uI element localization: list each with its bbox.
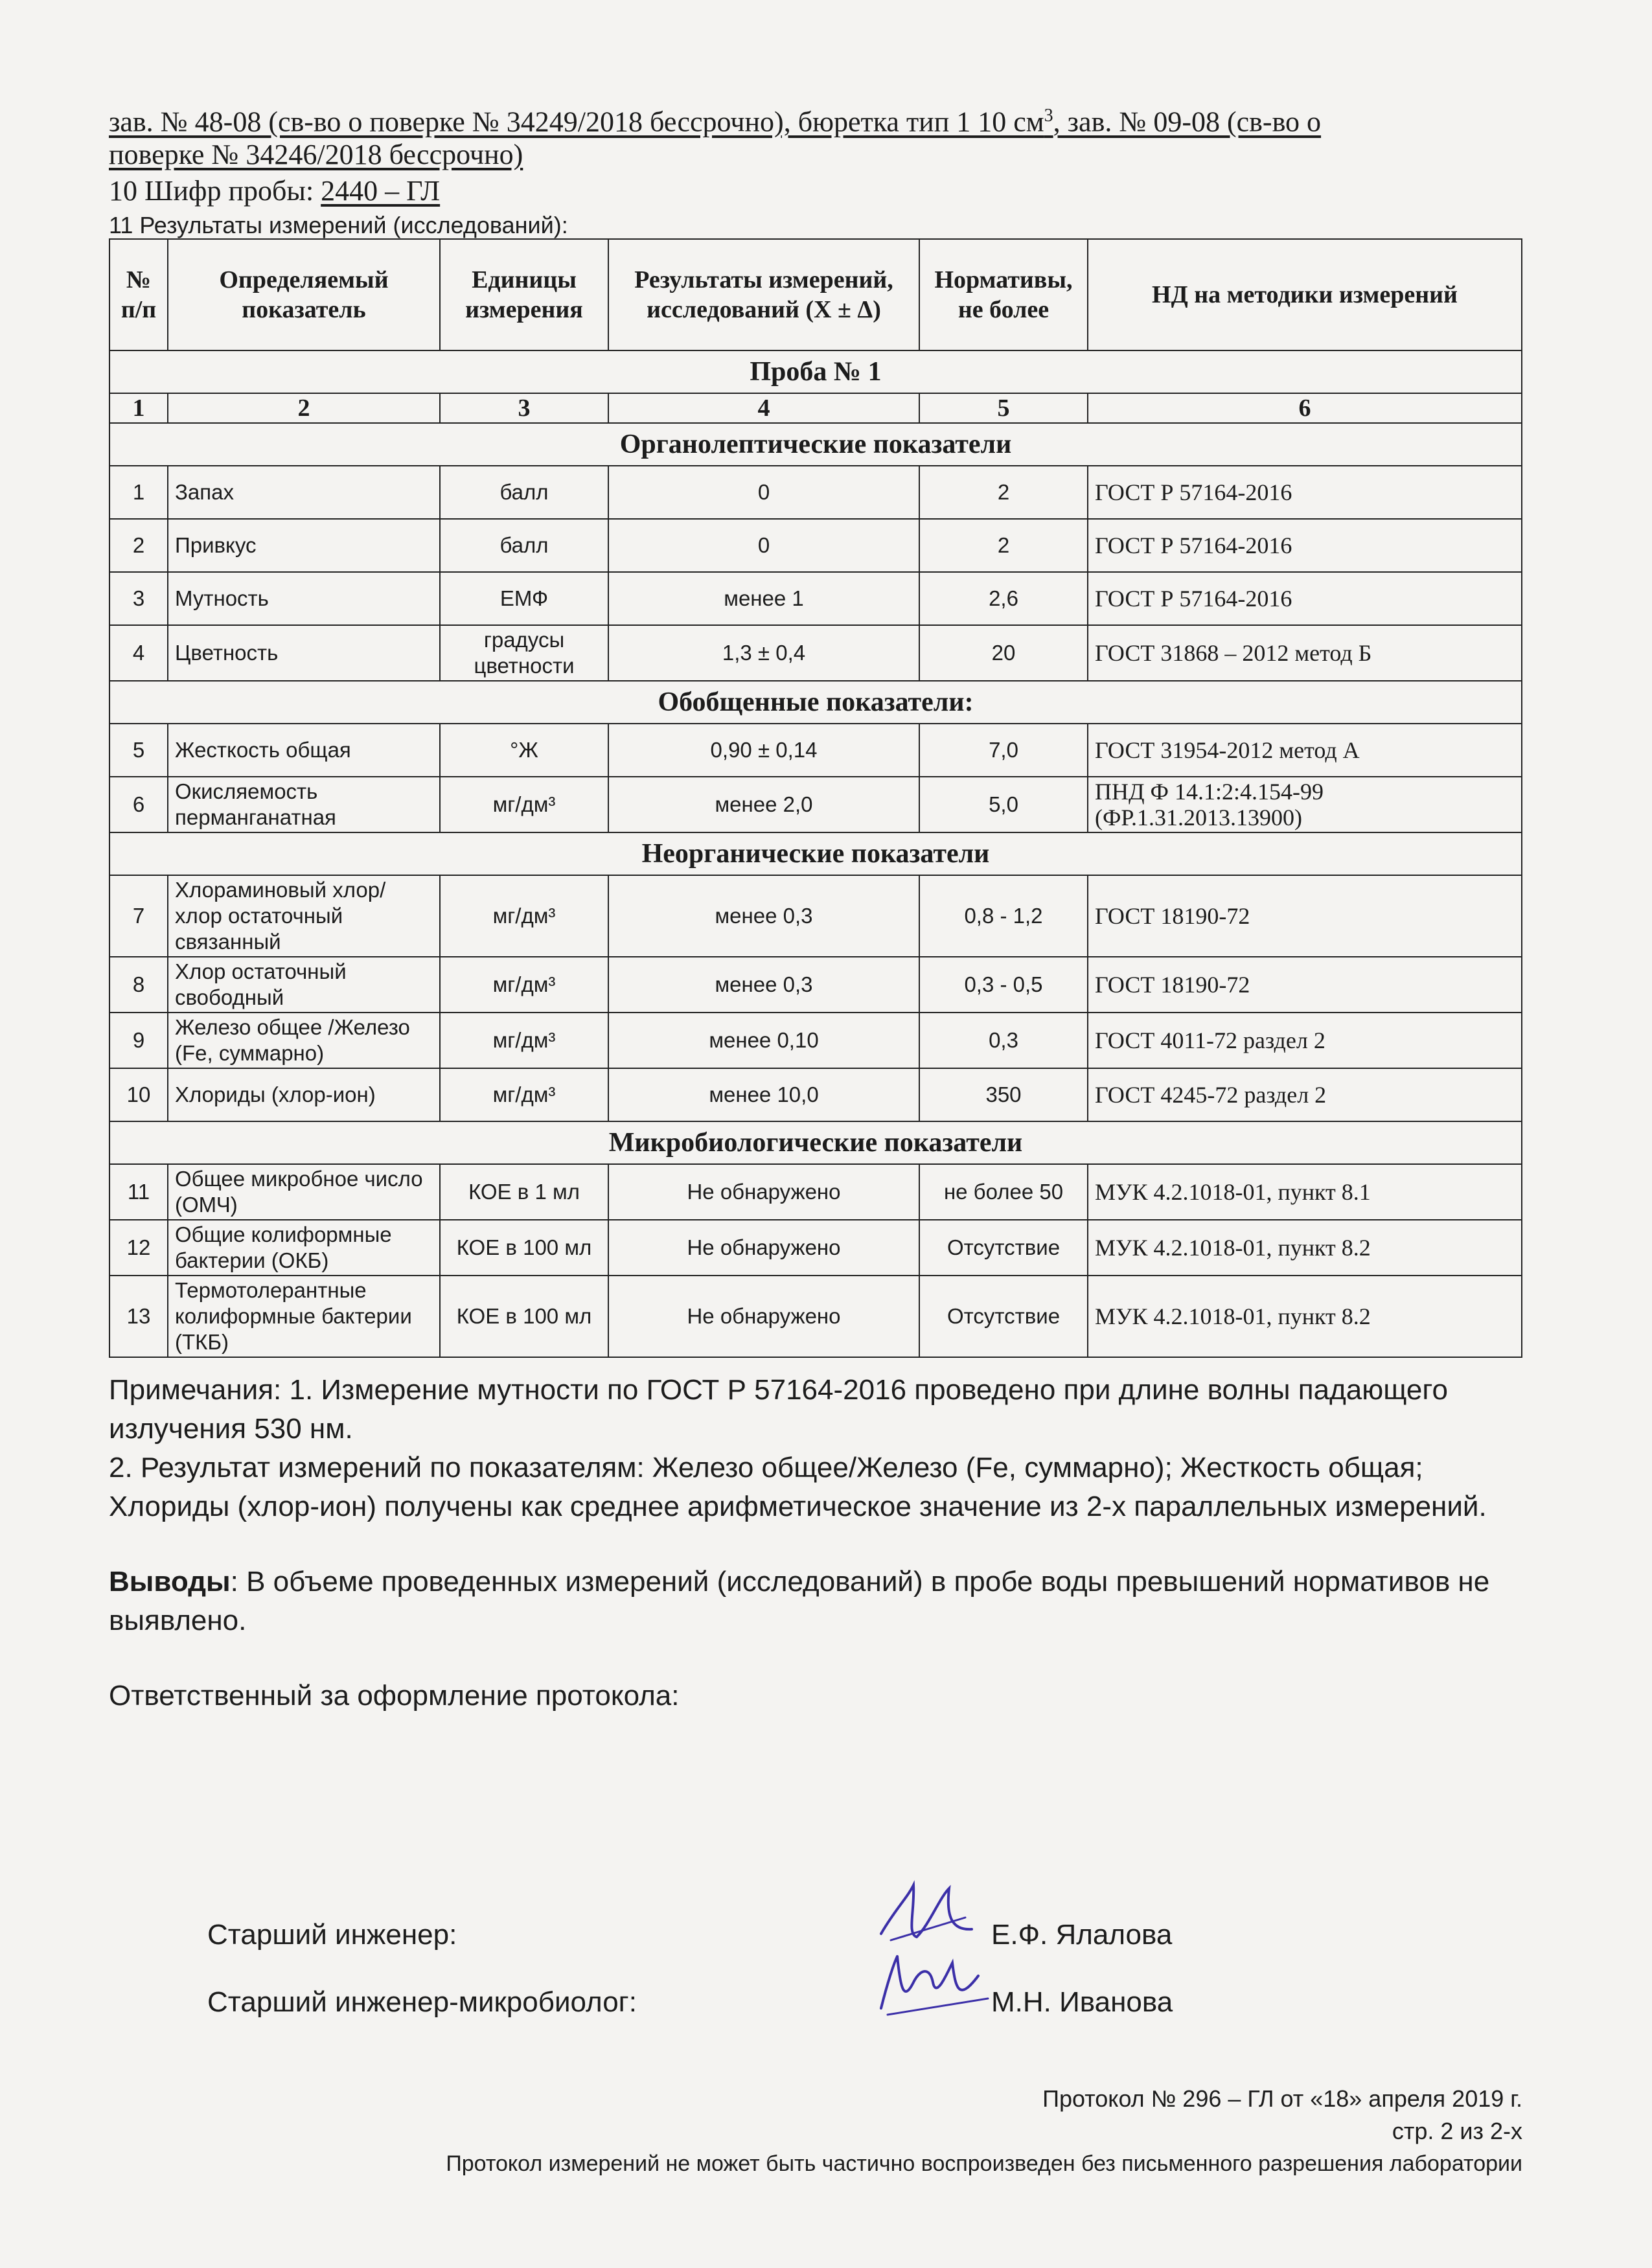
cell-unit: КОЕ в 100 мл — [440, 1276, 608, 1357]
cell-method: ГОСТ 4011-72 раздел 2 — [1088, 1013, 1522, 1068]
note-1: Примечания: 1. Измерение мутности по ГОСТ Р 57164-2016 проведено при длине волны падающего излучения 530 нм. — [109, 1374, 1448, 1445]
cell-indicator: Хлораминовый хлор/хлор остаточный связанный — [168, 875, 440, 957]
table-row — [109, 625, 1522, 681]
table-row — [109, 466, 1522, 519]
cell-unit: °Ж — [440, 724, 608, 777]
table-row — [109, 724, 1522, 777]
cell-num: 7 — [109, 875, 168, 957]
cell-norm: 2,6 — [919, 572, 1088, 625]
cell-num: 2 — [109, 519, 168, 572]
cell-indicator: Мутность — [168, 572, 440, 625]
header-line-1 — [109, 97, 1321, 141]
header-cell-norm: Нормативы, не более — [919, 239, 1088, 350]
cell-norm: 0,3 — [919, 1013, 1088, 1068]
cell-num: 5 — [109, 724, 168, 777]
sample-row — [109, 350, 1522, 393]
cell-norm: 2 — [919, 519, 1088, 572]
cell-indicator: Железо общее /Железо (Fe, суммарно) — [168, 1013, 440, 1068]
column-number: 3 — [440, 393, 608, 423]
table-row — [109, 572, 1522, 625]
header-line-2: поверке № 34246/2018 бессрочно) — [109, 139, 523, 170]
cell-norm: 0,8 - 1,2 — [919, 875, 1088, 957]
section-title: Микробиологические показатели — [109, 1121, 1522, 1164]
header-line-1-text: зав. № 48-08 (св-во о поверке № 34249/2018 бессрочно), бюретка тип 1 10 см — [109, 106, 1044, 138]
cell-num: 9 — [109, 1013, 168, 1068]
cell-result: 0,90 ± 0,14 — [608, 724, 919, 777]
column-number: 4 — [608, 393, 919, 423]
section-row — [109, 1121, 1522, 1164]
table-row — [109, 1276, 1522, 1357]
cell-num: 12 — [109, 1220, 168, 1276]
responsible-title: Ответственный за оформление протокола: — [109, 1680, 680, 1712]
cell-num: 10 — [109, 1068, 168, 1121]
cell-norm: Отсутствие — [919, 1220, 1088, 1276]
header-cell-unit: Единицы измерения — [440, 239, 608, 350]
cell-method: ГОСТ 31868 – 2012 метод Б — [1088, 625, 1522, 681]
cell-norm: 350 — [919, 1068, 1088, 1121]
table-header-row — [109, 239, 1522, 350]
cell-result: Не обнаружено — [608, 1164, 919, 1220]
cell-unit: мг/дм³ — [440, 875, 608, 957]
column-number: 5 — [919, 393, 1088, 423]
cell-norm: не более 50 — [919, 1164, 1088, 1220]
table-row — [109, 875, 1522, 957]
conclusion — [109, 1563, 1521, 1640]
cell-num: 11 — [109, 1164, 168, 1220]
cell-unit: мг/дм³ — [440, 1013, 608, 1068]
cell-result: 0 — [608, 466, 919, 519]
cell-indicator: Окисляемость перманганатная — [168, 777, 440, 832]
column-number: 2 — [168, 393, 440, 423]
footer-disclaimer: Протокол измерений не может быть частично воспроизведен без письменного разрешения лаборатории — [446, 2151, 1522, 2176]
conclusion-text: : В объеме проведенных измерений (исследований) в пробе воды превышений нормативов не выявлено. — [109, 1566, 1490, 1636]
cell-indicator: Привкус — [168, 519, 440, 572]
signer-2-name: М.Н. Иванова — [991, 1986, 1173, 2018]
cell-result: 0 — [608, 519, 919, 572]
cell-norm: 5,0 — [919, 777, 1088, 832]
results-table — [109, 238, 1522, 1358]
cell-norm: 0,3 - 0,5 — [919, 957, 1088, 1013]
cell-indicator: Общие колиформные бактерии (ОКБ) — [168, 1220, 440, 1276]
cell-unit: КОЕ в 1 мл — [440, 1164, 608, 1220]
section-title: Неорганические показатели — [109, 832, 1522, 875]
cell-unit: балл — [440, 519, 608, 572]
section-title: Обобщенные показатели: — [109, 681, 1522, 724]
cell-indicator: Жесткость общая — [168, 724, 440, 777]
cell-method: ГОСТ 31954-2012 метод А — [1088, 724, 1522, 777]
cell-num: 3 — [109, 572, 168, 625]
protocol-number: Протокол № 296 – ГЛ от «18» апреля 2019 г. — [1042, 2085, 1522, 2112]
cell-norm: 20 — [919, 625, 1088, 681]
cell-method: МУК 4.2.1018-01, пункт 8.2 — [1088, 1220, 1522, 1276]
cell-result: Не обнаружено — [608, 1276, 919, 1357]
section-title: Органолептические показатели — [109, 423, 1522, 466]
cell-method: ГОСТ 4245-72 раздел 2 — [1088, 1068, 1522, 1121]
table-row — [109, 1013, 1522, 1068]
cell-method: ПНД Ф 14.1:2:4.154-99 (ФР.1.31.2013.13900) — [1088, 777, 1522, 832]
sample-code-line — [109, 172, 440, 210]
sample-label: Проба № 1 — [109, 350, 1522, 393]
cell-num: 8 — [109, 957, 168, 1013]
signer-1-role: Старший инженер: — [207, 1919, 457, 1951]
cell-indicator: Цветность — [168, 625, 440, 681]
cell-method: ГОСТ Р 57164-2016 — [1088, 572, 1522, 625]
cell-indicator: Термотолерантные колиформные бактерии (ТКБ) — [168, 1276, 440, 1357]
section-row — [109, 832, 1522, 875]
header-line-1-text-post: , зав. № 09-08 (св-во о — [1053, 106, 1322, 138]
cell-num: 6 — [109, 777, 168, 832]
table-row — [109, 519, 1522, 572]
cell-result: менее 0,3 — [608, 875, 919, 957]
conclusion-label: Выводы — [109, 1566, 231, 1598]
cell-norm: Отсутствие — [919, 1276, 1088, 1357]
cell-unit: мг/дм³ — [440, 1068, 608, 1121]
cell-method: МУК 4.2.1018-01, пункт 8.1 — [1088, 1164, 1522, 1220]
cell-unit: КОЕ в 100 мл — [440, 1220, 608, 1276]
cell-method: МУК 4.2.1018-01, пункт 8.2 — [1088, 1276, 1522, 1357]
note-2: 2. Результат измерений по показателям: Железо общее/Железо (Fe, суммарно); Жесткость общая; Хлориды (хлор-ион) получены как среднее арифметическое значение из 2-х параллельных измерений. — [109, 1452, 1487, 1522]
page-number: стр. 2 из 2-х — [1392, 2118, 1522, 2144]
cell-unit: балл — [440, 466, 608, 519]
cell-method: ГОСТ Р 57164-2016 — [1088, 519, 1522, 572]
cell-result: менее 1 — [608, 572, 919, 625]
notes-block — [109, 1371, 1521, 1715]
section-row — [109, 423, 1522, 466]
cell-indicator: Хлор остаточный свободный — [168, 957, 440, 1013]
cell-norm: 2 — [919, 466, 1088, 519]
cell-result: менее 0,10 — [608, 1013, 919, 1068]
cell-unit: мг/дм³ — [440, 957, 608, 1013]
column-number: 6 — [1088, 393, 1522, 423]
signature-2-icon — [868, 1937, 998, 2028]
sample-code-label: 10 Шифр пробы: — [109, 175, 321, 207]
cell-indicator: Общее микробное число (ОМЧ) — [168, 1164, 440, 1220]
header-line-1-sup: 3 — [1044, 106, 1053, 126]
cell-method: ГОСТ 18190-72 — [1088, 957, 1522, 1013]
cell-result: менее 10,0 — [608, 1068, 919, 1121]
cell-result: менее 0,3 — [608, 957, 919, 1013]
header-cell-method: НД на методики измерений — [1088, 239, 1522, 350]
cell-indicator: Запах — [168, 466, 440, 519]
table-row — [109, 1068, 1522, 1121]
sample-code: 2440 – ГЛ — [321, 175, 441, 207]
results-title: 11 Результаты измерений (исследований): — [109, 212, 568, 238]
cell-unit: мг/дм³ — [440, 777, 608, 832]
table-row — [109, 1220, 1522, 1276]
table-row — [109, 777, 1522, 832]
cell-num: 4 — [109, 625, 168, 681]
cell-result: Не обнаружено — [608, 1220, 919, 1276]
cell-indicator: Хлориды (хлор-ион) — [168, 1068, 440, 1121]
table-row — [109, 1164, 1522, 1220]
cell-method: ГОСТ 18190-72 — [1088, 875, 1522, 957]
signer-1-name: Е.Ф. Ялалова — [991, 1919, 1173, 1951]
section-row — [109, 681, 1522, 724]
table-body — [109, 350, 1522, 1357]
header-cell-indicator: Определяемый показатель — [168, 239, 440, 350]
column-number-row — [109, 393, 1522, 423]
cell-num: 1 — [109, 466, 168, 519]
table-row — [109, 957, 1522, 1013]
cell-num: 13 — [109, 1276, 168, 1357]
column-number: 1 — [109, 393, 168, 423]
header-cell-result: Результаты измерений, исследований (Х ± Δ) — [608, 239, 919, 350]
cell-unit: ЕМФ — [440, 572, 608, 625]
cell-result: менее 2,0 — [608, 777, 919, 832]
cell-method: ГОСТ Р 57164-2016 — [1088, 466, 1522, 519]
cell-result: 1,3 ± 0,4 — [608, 625, 919, 681]
cell-norm: 7,0 — [919, 724, 1088, 777]
cell-unit: градусы цветности — [440, 625, 608, 681]
header-cell-num: № п/п — [109, 239, 168, 350]
signer-2-role: Старший инженер-микробиолог: — [207, 1986, 637, 2018]
